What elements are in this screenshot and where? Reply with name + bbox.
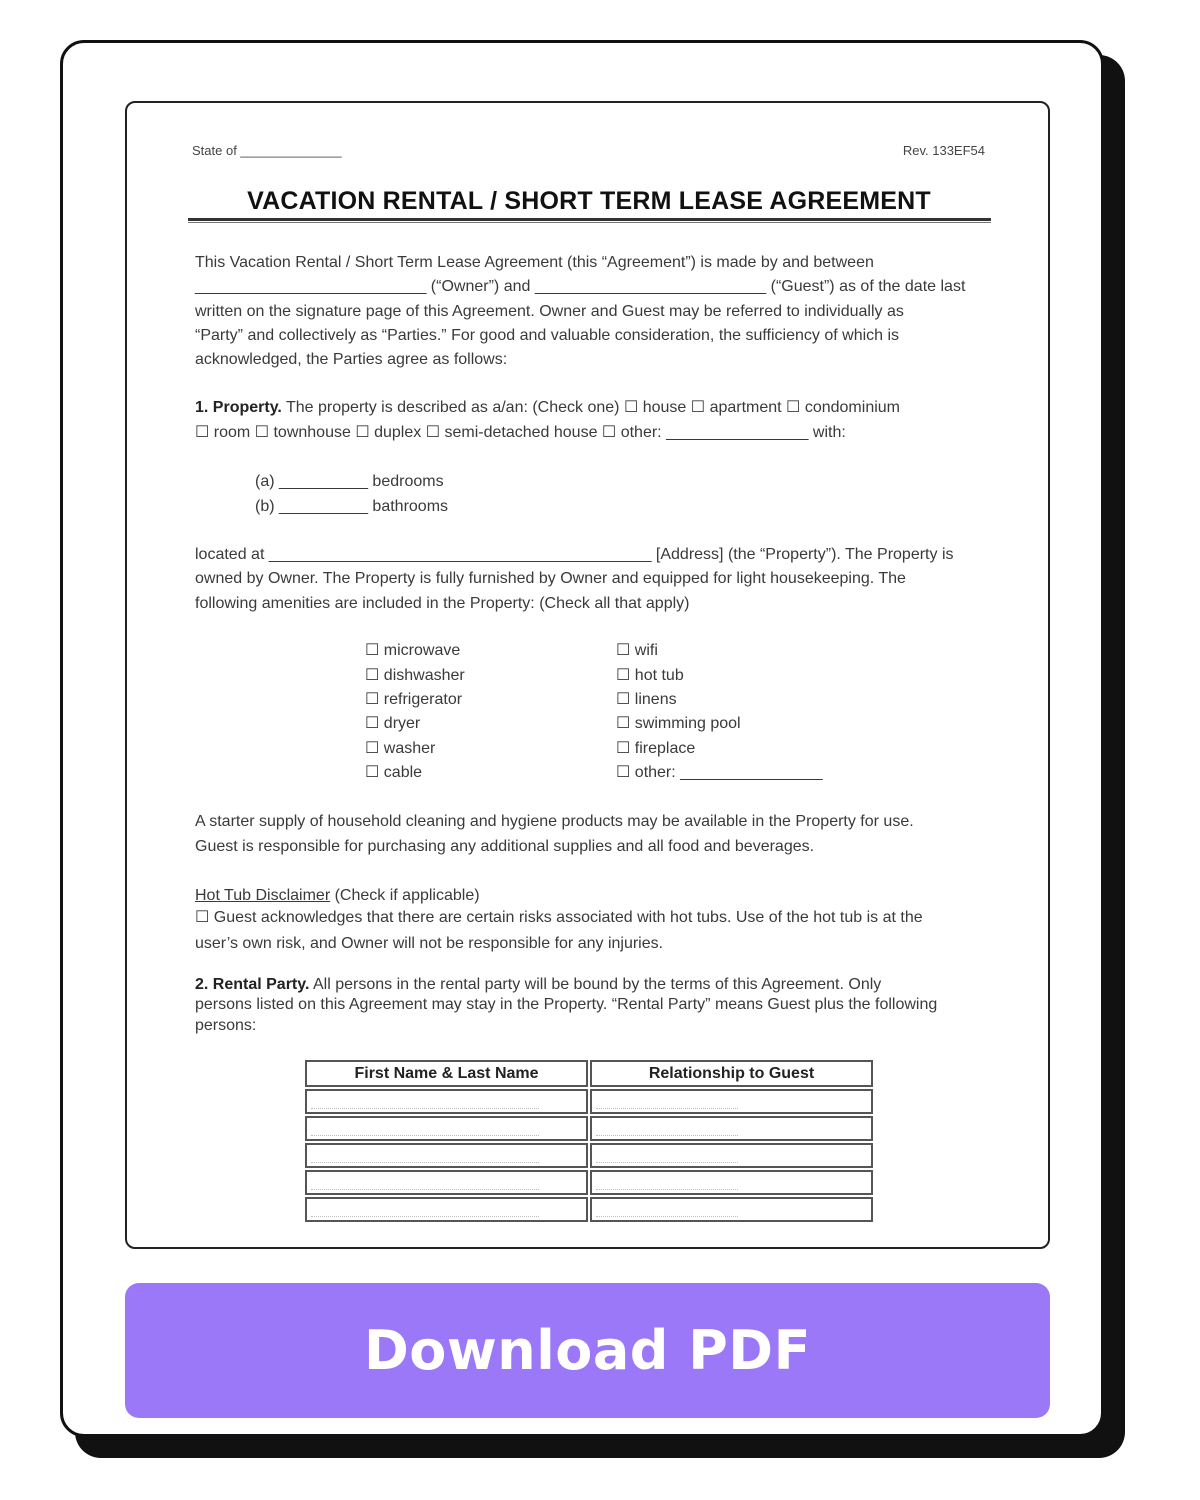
hot-tub-heading: Hot Tub Disclaimer [195,887,331,904]
property-line-1 [195,396,900,421]
supplies-line-1: A starter supply of household cleaning and hygiene products may be available in the Property for use. [195,813,914,830]
title-rule [188,218,991,221]
amenity-fireplace: ☐ fireplace [616,740,696,757]
hot-tub-line-1: ☐ Guest acknowledges that there are certain risks associated with hot tubs. Use of the hot tub is at the [195,909,923,926]
property-heading: 1. Property. [195,399,282,416]
amenity-dishwasher: ☐ dishwasher [365,667,465,684]
rental-party-line-1 [195,975,881,995]
blank-line [596,1189,738,1190]
table-cell-relationship [590,1143,873,1168]
table-cell-relationship [590,1116,873,1141]
blank-line [311,1135,539,1136]
amenity-hot-tub: ☐ hot tub [616,667,684,684]
located-line-1: located at ___________________________________________ [Address] (the “Property”). The Property is [195,546,954,563]
hot-tub-heading-rest: (Check if applicable) [330,887,480,904]
table-cell-name [305,1116,588,1141]
located-line-2: owned by Owner. The Property is fully furnished by Owner and equipped for light housekeeping. The [195,570,906,587]
blank-line [311,1108,539,1109]
blank-line [311,1189,539,1190]
bedrooms-field: (a) __________ bedrooms [255,473,444,490]
title-rule-thin [188,222,991,223]
download-pdf-label: Download PDF [363,1319,812,1382]
intro-line-2: __________________________ (“Owner”) and __________________________ (“Guest”) as of the date last [195,278,966,295]
blank-line [596,1162,738,1163]
rental-party-line-2: persons listed on this Agreement may stay in the Property. “Rental Party” means Guest plus the following [195,996,938,1013]
state-of-field: State of ______________ [192,143,342,158]
table-cell-name [305,1170,588,1195]
document-title: VACATION RENTAL / SHORT TERM LEASE AGREEMENT [247,187,931,215]
bathrooms-field: (b) __________ bathrooms [255,498,449,515]
blank-line [311,1216,539,1217]
intro-line-4: “Party” and collectively as “Parties.” For good and valuable consideration, the sufficiency of which is [195,327,900,344]
blank-line [311,1162,539,1163]
amenity-other: ☐ other: ________________ [616,764,823,781]
property-line-2: ☐ room ☐ townhouse ☐ duplex ☐ semi-detached house ☐ other: ________________ with: [195,424,846,441]
rental-party-line-3: persons: [195,1017,257,1034]
amenity-wifi: ☐ wifi [616,642,658,659]
table-cell-name [305,1089,588,1114]
amenity-swimming-pool: ☐ swimming pool [616,715,741,732]
located-line-3: following amenities are included in the Property: (Check all that apply) [195,595,690,612]
download-pdf-button[interactable] [125,1283,1050,1418]
revision-code: Rev. 133EF54 [902,143,985,158]
amenity-dryer: ☐ dryer [365,715,421,732]
table-header-relationship: Relationship to Guest [590,1060,873,1087]
document-preview [125,101,1050,1249]
table-cell-relationship [590,1197,873,1222]
amenity-cable: ☐ cable [365,764,423,781]
amenity-microwave: ☐ microwave [365,642,461,659]
table-header-name: First Name & Last Name [305,1060,588,1087]
hot-tub-heading-line [195,884,480,909]
rental-party-heading: 2. Rental Party. [195,976,310,993]
blank-line [596,1108,738,1109]
amenity-refrigerator: ☐ refrigerator [365,691,463,708]
table-cell-relationship [590,1170,873,1195]
supplies-line-2: Guest is responsible for purchasing any additional supplies and all food and beverages. [195,838,815,855]
table-cell-name [305,1197,588,1222]
property-line-1-text: The property is described as a/an: (Check one) ☐ house ☐ apartment ☐ condominium [286,399,900,416]
blank-line [596,1216,738,1217]
blank-line [596,1135,738,1136]
amenity-linens: ☐ linens [616,691,677,708]
amenity-washer: ☐ washer [365,740,436,757]
intro-line-5: acknowledged, the Parties agree as follows: [195,351,508,368]
intro-line-3: written on the signature page of this Agreement. Owner and Guest may be referred to individually as [195,303,904,320]
table-cell-relationship [590,1089,873,1114]
table-cell-name [305,1143,588,1168]
hot-tub-line-2: user’s own risk, and Owner will not be responsible for any injuries. [195,935,664,952]
intro-line-1: This Vacation Rental / Short Term Lease Agreement (this “Agreement”) is made by and between [195,254,874,271]
rental-party-line-1-text: All persons in the rental party will be bound by the terms of this Agreement. Only [312,976,882,993]
